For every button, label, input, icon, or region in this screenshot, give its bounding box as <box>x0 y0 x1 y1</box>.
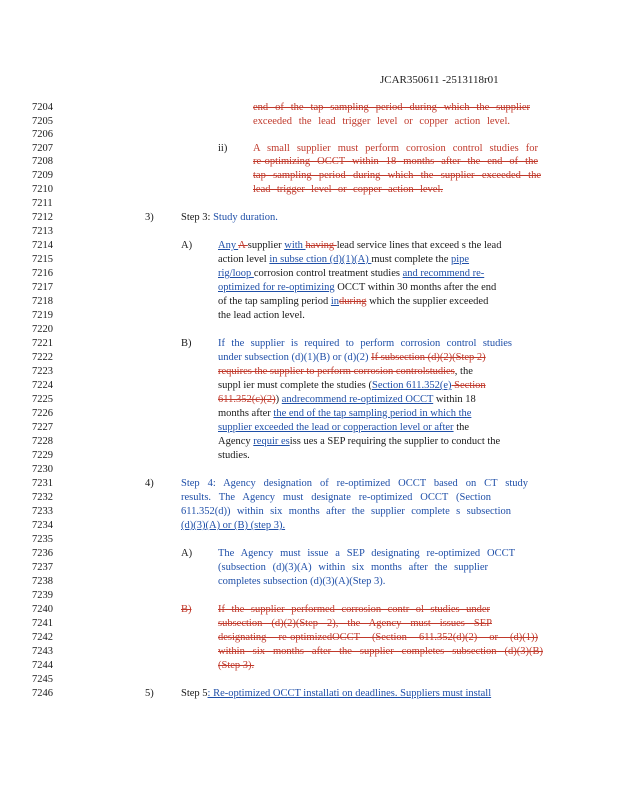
deleted-text: re-optimizing OCCT within 18 months after the end of the <box>253 156 538 167</box>
line-number: 7228 <box>32 436 53 447</box>
section-marker: 3) <box>145 212 154 223</box>
text-line: the lead action level. <box>218 310 305 321</box>
line-number: 7230 <box>32 464 53 475</box>
line-number: 7214 <box>32 240 53 251</box>
line-number: 7229 <box>32 450 53 461</box>
line-number: 7240 <box>32 604 53 615</box>
deleted-text: tap sampling period during which the supplier exceeded the <box>253 170 541 181</box>
line-number: 7246 <box>32 688 53 699</box>
line-number: 7242 <box>32 632 53 643</box>
text-line: Agency requir esiss ues a SEP requiring the supplier to conduct the <box>218 436 501 447</box>
line-number: 7218 <box>32 296 53 307</box>
line-number: 7243 <box>32 646 53 657</box>
line-number: 7244 <box>32 660 53 671</box>
deleted-text: designating re-optimizedOCCT (Section 611.352(d)(2) or (d)(1)) <box>218 632 538 643</box>
text-line: results. The Agency must designate re-optimized OCCT (Section <box>181 492 491 503</box>
line-number: 7219 <box>32 310 53 321</box>
text-line: requires the supplier to perform corrosion controlstudies, the <box>218 366 473 377</box>
line-number: 7233 <box>32 506 53 517</box>
line-number: 7232 <box>32 492 53 503</box>
deleted-text: lead trigger level or copper action level. <box>253 184 443 195</box>
line-number: 7224 <box>32 380 53 391</box>
text-line: 611.352(c)(2)) andrecommend re-optimized OCCT within 18 <box>218 394 476 405</box>
line-number: 7204 <box>32 102 53 113</box>
deleted-text: within six months after the supplier completes subsection (d)(3)(B) <box>218 646 543 657</box>
line-number: 7213 <box>32 226 53 237</box>
text-line: under subsection (d)(1)(B) or (d)(2) If subsection (d)(2)(Step 2) <box>218 352 486 363</box>
section-marker: 5) <box>145 688 154 699</box>
document-id-header: JCAR350611 -2513118r01 <box>380 74 499 86</box>
line-number: 7216 <box>32 268 53 279</box>
text-line: 611.352(d)) within six months after the supplier complete s subsection <box>181 506 511 517</box>
line-number: 7212 <box>32 212 53 223</box>
line-number: 7210 <box>32 184 53 195</box>
line-number: 7222 <box>32 352 53 363</box>
deleted-text: (Step 3). <box>218 660 255 671</box>
line-number: 7223 <box>32 366 53 377</box>
line-number: 7211 <box>32 198 53 209</box>
step-heading: Step 3: Study duration. <box>181 212 278 223</box>
text-line: exceeded the lead trigger level or copper action level. <box>253 116 510 127</box>
line-number: 7209 <box>32 170 53 181</box>
line-number: 7238 <box>32 576 53 587</box>
step-heading: Step 5: Re-optimized OCCT installati on deadlines. Suppliers must install <box>181 688 492 699</box>
subsection-marker: A) <box>181 240 193 251</box>
line-number: 7237 <box>32 562 53 573</box>
line-number: 7220 <box>32 324 53 335</box>
text-line: The Agency must issue a SEP designating re-optimized OCCT <box>218 548 515 559</box>
line-number: 7207 <box>32 143 53 154</box>
text-line: rig/loop corrosion control treatment studies and recommend re- <box>218 268 485 279</box>
text-line: A small supplier must perform corrosion control studies for <box>253 143 538 154</box>
line-number: 7245 <box>32 674 53 685</box>
line-number: 7231 <box>32 478 53 489</box>
text-line: months after the end of the tap sampling period in which the <box>218 408 472 419</box>
section-marker: 4) <box>145 478 154 489</box>
text-line: studies. <box>218 450 250 461</box>
line-number: 7236 <box>32 548 53 559</box>
subsection-marker: B) <box>181 338 192 349</box>
line-number: 7235 <box>32 534 53 545</box>
line-number: 7206 <box>32 129 53 140</box>
text-line: action level in subse ction (d)(1)(A) must complete the pipe <box>218 254 470 265</box>
line-number: 7205 <box>32 116 53 127</box>
line-number: 7221 <box>32 338 53 349</box>
text-line: Step 4: Agency designation of re-optimized OCCT based on CT study <box>181 478 528 489</box>
line-number: 7226 <box>32 408 53 419</box>
subsection-marker: B) <box>181 604 192 615</box>
deleted-text: If the supplier performed corrosion contr ol studies under <box>218 604 490 615</box>
text-line: completes subsection (d)(3)(A)(Step 3). <box>218 576 386 587</box>
deleted-text: end of the tap sampling period during which the supplier <box>253 102 530 113</box>
deleted-text: subsection (d)(2)(Step 2), the Agency must issues SEP <box>218 618 492 629</box>
line-number: 7227 <box>32 422 53 433</box>
text-line: optimized for re-optimizing OCCT within 30 months after the end <box>218 282 497 293</box>
text-line: Any A supplier with having lead service lines that exceed s the lead <box>218 240 502 251</box>
text-line: If the supplier is required to perform corrosion control studies <box>218 338 512 349</box>
text-line: of the tap sampling period induring which the supplier exceeded <box>218 296 489 307</box>
text-line: supplier exceeded the lead or copperaction level or after the <box>218 422 470 433</box>
text-line: suppl ier must complete the studies (Section 611.352(e) Section <box>218 380 486 391</box>
line-number: 7239 <box>32 590 53 601</box>
inserted-text: (d)(3)(A) or (B) (step 3). <box>181 520 286 531</box>
line-number: 7217 <box>32 282 53 293</box>
line-number: 7208 <box>32 156 53 167</box>
text-line: (subsection (d)(3)(A) within six months after the supplier <box>218 562 488 573</box>
line-number: 7225 <box>32 394 53 405</box>
line-number: 7241 <box>32 618 53 629</box>
subsection-marker: A) <box>181 548 193 559</box>
subitem-marker: ii) <box>218 143 228 154</box>
line-number: 7215 <box>32 254 53 265</box>
line-number: 7234 <box>32 520 53 531</box>
